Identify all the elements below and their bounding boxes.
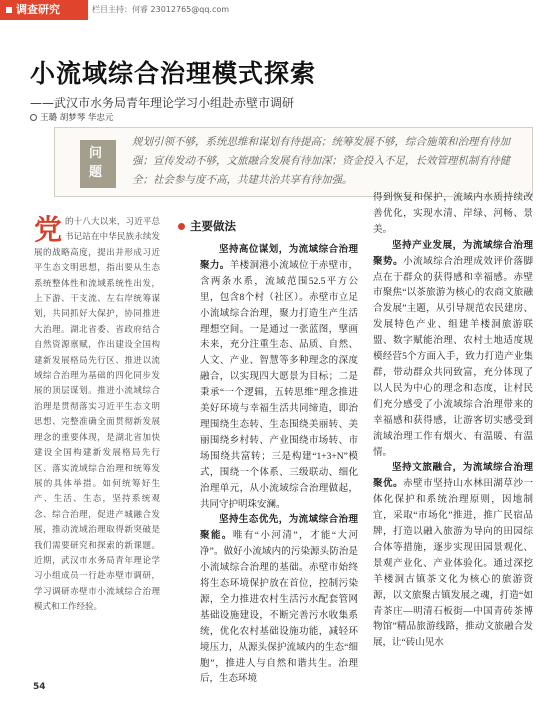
section-heading-text: 主要做法 [190,219,236,233]
article-title: 小流域综合治理模式探索 [30,59,317,88]
article-subtitle: ——武汉市水务局青年理论学习小组赴赤壁市调研 [30,96,295,110]
paragraph-4-lead: 坚持文旅融合，为流域综合治理聚优。 [373,463,533,490]
section-tag-label: 调查研究 [16,3,60,16]
paragraph-2-lead: 坚持生态优先，为流域综合治理聚能。 [200,515,358,542]
section-heading [178,218,236,234]
paragraph-2-continued: 得到恢复和保护，流域内水质持续改善优化，实现水清、岸绿、河畅、景美。 [373,193,533,235]
section-bullet-icon [178,223,185,230]
square-icon [6,7,12,13]
problem-text: 规划引领不够，系统思维和谋划有待提高；统筹发展不够，综合施策和治理有待加强；宣传发动不够，文旅融合发展有待加深；资金投入不足，长效管理机制有待健全；社会参与度不高，共建共治共享有待加强。 [132,136,510,186]
article-authors [30,111,113,123]
problem-label [80,140,116,188]
intro-text: 的十八大以来，习近平总书记站在中华民族永续发展的战略高度，提出并形成习近平生态文明思想，指出要从生态系统整体性和流域系统性出发，上下游、干支流、左右岸统筹谋划，共同抓好大保护，协同推进大治理。湖北省委、省政府结合自然资源禀赋，作出建设全国构建新发展格局先行区、推进以流域综合治理为基础的四化同步发展的顶层谋划。推进小流域综合治理是贯彻落实习近平生态文明思想、完整准确全面贯彻新发展理念的重要体现，是湖北省加快建设全国构建新发展格局先行区、落实流域综合治理和统筹发展的具体举措。如何统筹好生产、生活、生态，坚持系统观念、综合治理，促进产城融合发展，推动流域治理取得新突破是我们需要研究和探索的新课题。近期，武汉市水务局青年理论学习小组成员一行赴赤壁市调研，学习调研赤壁市小流域综合治理模式和工作经验。 [34,217,160,613]
paragraph-1-lead: 坚持高位谋划，为流域综合治理聚力。 [200,245,358,271]
authors-text: 王璐 胡梦琴 华忠元 [40,113,114,123]
section-tag [0,0,88,20]
problem-label-char-1: 问 [89,146,103,161]
paragraph-3-lead: 坚持产业发展，为流域综合治理聚势。 [373,240,533,267]
body-column-1 [200,243,358,701]
paragraph-1 [200,243,358,513]
paragraph-4 [373,461,533,652]
paragraph-2-text: 唯有“小河清”，才能“大河净”。做好小流域内的污染源头防治是小流域综合治理的基础。赤壁市始终将生态环境保护放在首位，控制污染源，全力推进农村生活污水配套管网基础设施建设，不断完善污水收集系统，优化农村基础设施功能，减轻环境压力，从源头保护流域内的生态“细胞”，推进人与自然和谐共生。治理后，生态环境 [200,531,358,685]
page-number: 54 [33,682,46,692]
paragraph-3 [373,239,533,462]
problem-label-char-2: 题 [89,165,103,180]
paragraph-1-text: 羊楼洞港小流域位于赤壁市，含两条水系，流域范围52.5平方公里，包含8个村（社区）。赤壁市立足小流域综合治理，聚力打造生产生活理想空间。一是通过一张蓝图，擘画未来，充分注重生态、品质、自然、人文、产业、智慧等多种理念的深度融合，以实现四大愿景为目标；二是秉承“一个逻辑，五转思维”理念推进美好环境与幸福生活共同缔造，即治理围绕生态转、生态围绕美丽转、美丽围绕乡村转、产业围绕市场转、市场围绕共富转；三是构建“1+3+N”模式，围绕一个体系、三级联动、细化治理单元，从小流域综合治理做起，共同守护明珠安澜。 [200,260,358,510]
drop-cap: 党 [34,215,63,246]
paragraph-2 [200,513,358,688]
paragraph-3-text: 小流域综合治理成效评价落脚点在于群众的获得感和幸福感。赤壁市聚焦“以茶旅游为核心的农商文旅融合发展”主题，从引导规范农民建房、发展特色产业、组建羊楼洞旅游联盟、数字赋能治理、农村土地适度规模经营5个方面入手，致力打造产业集群，带动群众共同致富，充分体现了以人民为中心的理念和态度，让村民们充分感受了小流域综合治理带来的幸福感和获得感，让游客切实感受到流域治理工作有烟火、有温暖、有温情。 [373,256,533,458]
column-editor-info: 栏目主持：何睿 23012765@qq.com [92,5,230,14]
body-column-2 [373,191,533,701]
page-header [0,0,547,22]
paragraph-4-text: 赤壁市坚持山水林田湖草沙一体化保护和系统治理原则，因地制宜，采取“市场化”推进，推广民宿品牌，打造以融入旅游为导向的田园综合体等措施，逐步实现田园景观化、景观产业化、产业体验化。通过深挖羊楼洞古镇茶文化为核心的旅游资源，以文旅聚古镇发展之魂，打造“如青茶庄—明清石板街—中国青砖茶博物馆”精品旅游线路，推动文旅融合发展，让“砖山见水 [373,479,533,649]
intro-column [34,215,160,700]
author-circle-icon [30,114,37,121]
